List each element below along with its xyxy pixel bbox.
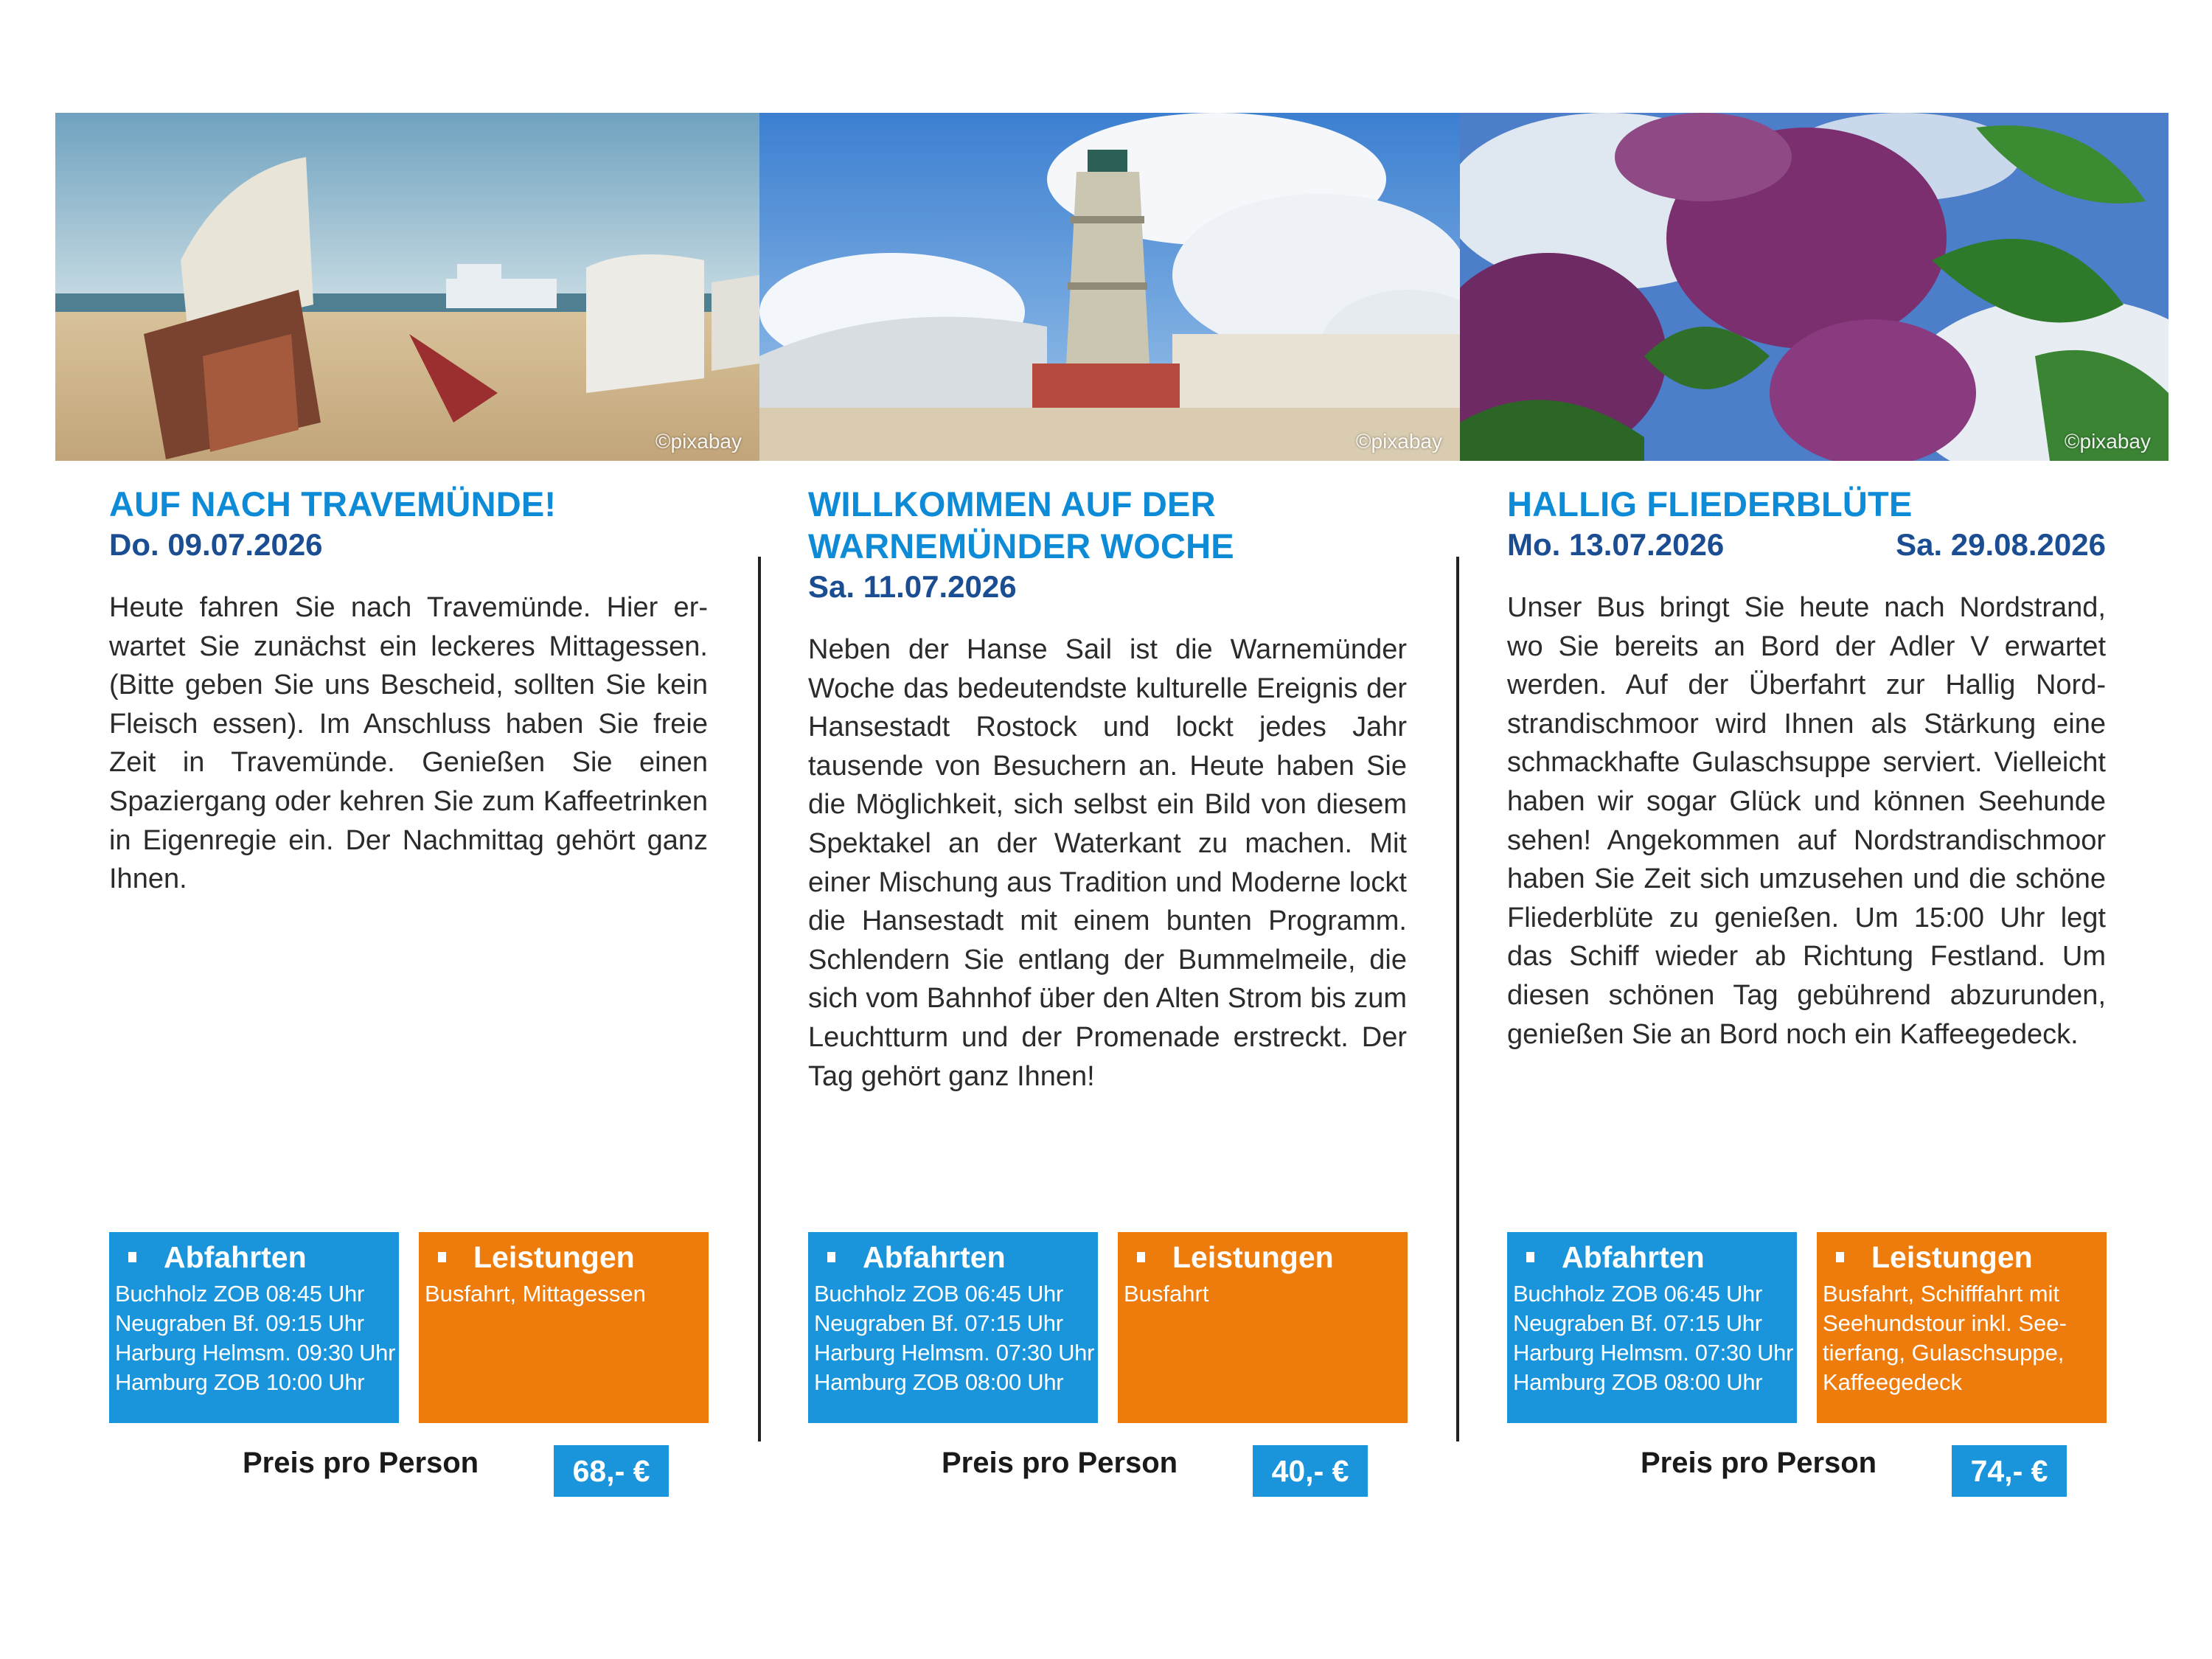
departure-item: Harburg Helmsm. 07:30 Uhr	[1513, 1340, 1794, 1366]
departures-heading	[814, 1239, 1092, 1275]
departure-item: Harburg Helmsm. 09:30 Uhr	[115, 1340, 396, 1366]
trip-description: Unser Bus bringt Sie heute nach Nordstrand, wo Sie bereits an Bord der Adler V erwartet werden. Auf der Überfahrt zur Hallig Nordstrandischmoor wird Ihnen als Stärkung eine schmackhafte Gulaschsuppe serviert. Vielleicht haben wir sogar Glück und können Seehunde sehen! Angekommen auf Nordstrandischmoor haben Sie Zeit sich umzusehen und die schöne Fliederblüte zu genießen. Um 15:00 Uhr legt das Schiff wieder ab Richtung Festland. Um diesen schönen Tag gebührend abzurunden, genießen Sie an Bord noch ein Kaffeegedeck.	[1507, 592, 2106, 1050]
departure-item: Neugraben Bf. 07:15 Uhr	[814, 1310, 1063, 1336]
price-tag: 68,- €	[554, 1445, 669, 1497]
departures-label: Abfahrten	[164, 1240, 307, 1274]
trip-title-line: AUF NACH TRAVEMÜNDE!	[109, 484, 557, 524]
trip-date	[109, 525, 708, 565]
departure-item: Hamburg ZOB 08:00 Uhr	[814, 1369, 1064, 1395]
price-label: Preis pro Person	[243, 1447, 479, 1479]
trip-description: Neben der Hanse Sail ist die Warnemünder Woche das bedeutendste kulturelle Ereignis der Hansestadt Rostock und lockt jedes Jahr tausende von Besuchern an. Heute haben Sie die Möglichkeit, sich selbst ein Bild von diesem Spektakel an der Waterkant zu machen. Mit einer Mischung aus Tradition und Moderne lockt die Hansestadt mit einem bunten Programm. Schlendern Sie entlang der Bummelmeile, die sich vom Bahnhof über den Alten Strom bis zum Leuchtturm und der Promenade erstreckt. Der Tag gehört ganz Ihnen!	[808, 634, 1407, 1092]
lighthouse-photo	[759, 113, 1460, 461]
trip-date-1: Mo. 13.07.2026	[1507, 527, 1725, 562]
trip-title	[808, 483, 1407, 567]
price-tag: 74,- €	[1952, 1445, 2067, 1497]
trip-title	[109, 483, 708, 525]
price-label: Preis pro Person	[1641, 1447, 1877, 1479]
services-text: Busfahrt	[1124, 1281, 1209, 1307]
services-heading	[1823, 1239, 2101, 1275]
bullet-icon	[1836, 1252, 1844, 1262]
price-tag: 40,- €	[1253, 1445, 1368, 1497]
photo-credit: ©pixabay	[2064, 430, 2151, 453]
bullet-icon	[1137, 1252, 1145, 1262]
services-label: Leistungen	[1871, 1240, 2033, 1274]
departure-item: Neugraben Bf. 07:15 Uhr	[1513, 1310, 1762, 1336]
bullet-icon	[827, 1252, 835, 1262]
departure-item: Buchholz ZOB 08:45 Uhr	[115, 1281, 365, 1307]
services-text: Busfahrt, Schifffahrt mit Seehundstour inkl. Seetierfang, Gulaschsuppe, Kaffeegedeck	[1823, 1281, 2067, 1395]
services-label: Leistungen	[1172, 1240, 1334, 1274]
photo-credit: ©pixabay	[1355, 430, 1442, 453]
departures-label: Abfahrten	[863, 1240, 1006, 1274]
trip-date	[1507, 525, 2106, 565]
trip-title-line: WARNEMÜNDER WOCHE	[808, 526, 1234, 566]
departure-item: Neugraben Bf. 09:15 Uhr	[115, 1310, 364, 1336]
trip-date-1: Do. 09.07.2026	[109, 527, 323, 562]
trip-title	[1507, 483, 2106, 525]
bullet-icon	[438, 1252, 446, 1262]
trip-travemuende	[109, 483, 708, 899]
departure-item: Harburg Helmsm. 07:30 Uhr	[814, 1340, 1095, 1366]
departures-box	[1507, 1232, 1797, 1423]
beach-chairs-photo	[55, 113, 759, 461]
photo-strip	[55, 113, 2168, 461]
departure-item: Buchholz ZOB 06:45 Uhr	[1513, 1281, 1763, 1307]
services-box	[419, 1232, 709, 1423]
trip-date	[808, 567, 1407, 607]
departures-box	[109, 1232, 399, 1423]
column-divider	[758, 557, 761, 1441]
trip-warnemuende	[808, 483, 1407, 1096]
services-text: Busfahrt, Mittagessen	[425, 1281, 646, 1307]
lilac-photo	[1460, 113, 2168, 461]
trip-date-2: Sa. 29.08.2026	[1896, 527, 2106, 562]
departure-item: Hamburg ZOB 10:00 Uhr	[115, 1369, 365, 1395]
bullet-icon	[128, 1252, 136, 1262]
services-box	[1817, 1232, 2107, 1423]
trip-description: Heute fahren Sie nach Travemünde. Hier erwartet Sie zunächst ein leckeres Mittagessen. (Bitte geben Sie uns Bescheid, sollten Sie kein Fleisch essen). Im Anschluss haben Sie freie Zeit in Travemünde. Genießen Sie einen Spaziergang oder kehren Sie zum Kaffeetrinken in Eigenregie ein. Der Nachmittag gehört ganz Ihnen.	[109, 592, 708, 895]
departure-item: Hamburg ZOB 08:00 Uhr	[1513, 1369, 1763, 1395]
trip-hallig	[1507, 483, 2106, 1054]
departure-item: Buchholz ZOB 06:45 Uhr	[814, 1281, 1064, 1307]
photo-credit: ©pixabay	[655, 430, 742, 453]
services-heading	[425, 1239, 703, 1275]
services-label: Leistungen	[473, 1240, 635, 1274]
departures-label: Abfahrten	[1562, 1240, 1705, 1274]
trip-date-1: Sa. 11.07.2026	[808, 569, 1017, 604]
column-divider	[1456, 557, 1459, 1441]
trip-title-line: HALLIG FLIEDERBLÜTE	[1507, 484, 1913, 524]
services-box	[1118, 1232, 1408, 1423]
price-label: Preis pro Person	[942, 1447, 1178, 1479]
trip-title-line: WILLKOMMEN AUF DER	[808, 484, 1216, 524]
bullet-icon	[1526, 1252, 1534, 1262]
services-heading	[1124, 1239, 1402, 1275]
departures-box	[808, 1232, 1098, 1423]
departures-heading	[1513, 1239, 1791, 1275]
departures-heading	[115, 1239, 393, 1275]
